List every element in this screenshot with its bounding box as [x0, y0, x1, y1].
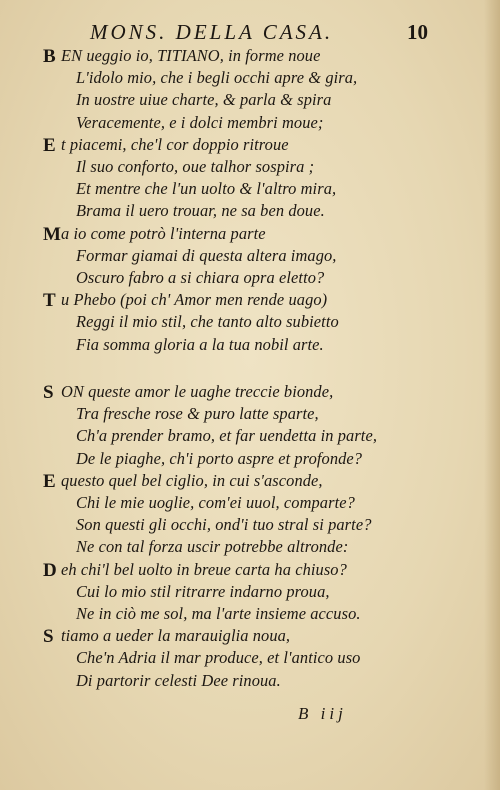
stanza-initial: T: [43, 290, 56, 312]
stanza-initial: B: [43, 46, 56, 67]
verse-text: Chi le mie uoglie, com'ei uuol, comparte?: [76, 493, 355, 512]
verse-text: ON queste amor le uaghe treccie bionde,: [61, 382, 334, 401]
verse-text: Ne con tal forza uscir potrebbe altronde:: [76, 537, 349, 557]
verse-text: Fia somma gloria a la tua nobil arte.: [76, 334, 324, 354]
verse-text: Che'n Adria il mar produce, et l'antico uso: [76, 648, 361, 668]
verse-text: Di partorir celesti Dee rinoua.: [76, 670, 281, 690]
verse-text: tiamo a ueder la marauiglia noua,: [61, 626, 291, 646]
verse-text: Tra fresche rose & puro latte sparte,: [76, 404, 319, 424]
stanza-initial: S: [43, 382, 54, 403]
verse-text: Et mentre che l'un uolto & l'altro mira,: [76, 179, 337, 199]
stanza-initial: E: [43, 134, 56, 156]
verse-text: questo quel bel ciglio, in cui s'asconde,: [61, 470, 323, 490]
verse-text: Cui lo mio stil ritrarre indarno proua,: [76, 581, 330, 601]
verse-text: Brama il uero trouar, ne sa ben doue.: [76, 201, 325, 221]
verse-text: L'idolo mio, che i begli occhi apre & gira,: [76, 68, 358, 88]
page-header: [90, 20, 428, 48]
running-head: MONS. DELLA CASA.: [90, 20, 334, 44]
verse-text: Son questi gli occhi, ond'i tuo stral si parte?: [76, 515, 372, 535]
verse-text: a io come potrò l'interna parte: [61, 223, 266, 243]
verse-text: Oscuro fabro a si chiara opra eletto?: [76, 268, 325, 287]
stanza-initial: S: [43, 626, 54, 648]
verse-text: Veracemente, e i dolci membri moue;: [76, 112, 324, 132]
verse-text: Formar giamai di questa altera imago,: [76, 245, 337, 265]
page-edge-shadow: [484, 0, 500, 790]
stanza-initial: E: [43, 470, 56, 492]
stanza-initial: M: [43, 223, 62, 245]
verse-text: De le piaghe, ch'i porto aspre et profonde?: [76, 448, 363, 468]
page-number: 10: [407, 20, 428, 44]
verse-text: Ne in ciò me sol, ma l'arte insieme accuso.: [76, 604, 361, 623]
signature-mark: B iij: [298, 704, 347, 723]
verse-text: EN ueggio io, TITIANO, in forme noue: [61, 46, 321, 65]
verse-text: Ch'a prender bramo, et far uendetta in parte,: [76, 426, 378, 446]
stanza-initial: D: [43, 559, 57, 581]
verse-text: u Phebo (poi ch' Amor men rende uago): [61, 290, 328, 310]
verse-text: eh chi'l bel uolto in breue carta ha chiuso?: [61, 559, 347, 579]
verse-text: t piacemi, che'l cor doppio ritroue: [61, 134, 289, 154]
verse-text: In uostre uiue charte, & parla & spira: [76, 90, 332, 110]
verse-text: Reggi il mio stil, che tanto alto subietto: [76, 312, 339, 332]
verse-text: Il suo conforto, oue talhor sospira ;: [76, 157, 315, 176]
